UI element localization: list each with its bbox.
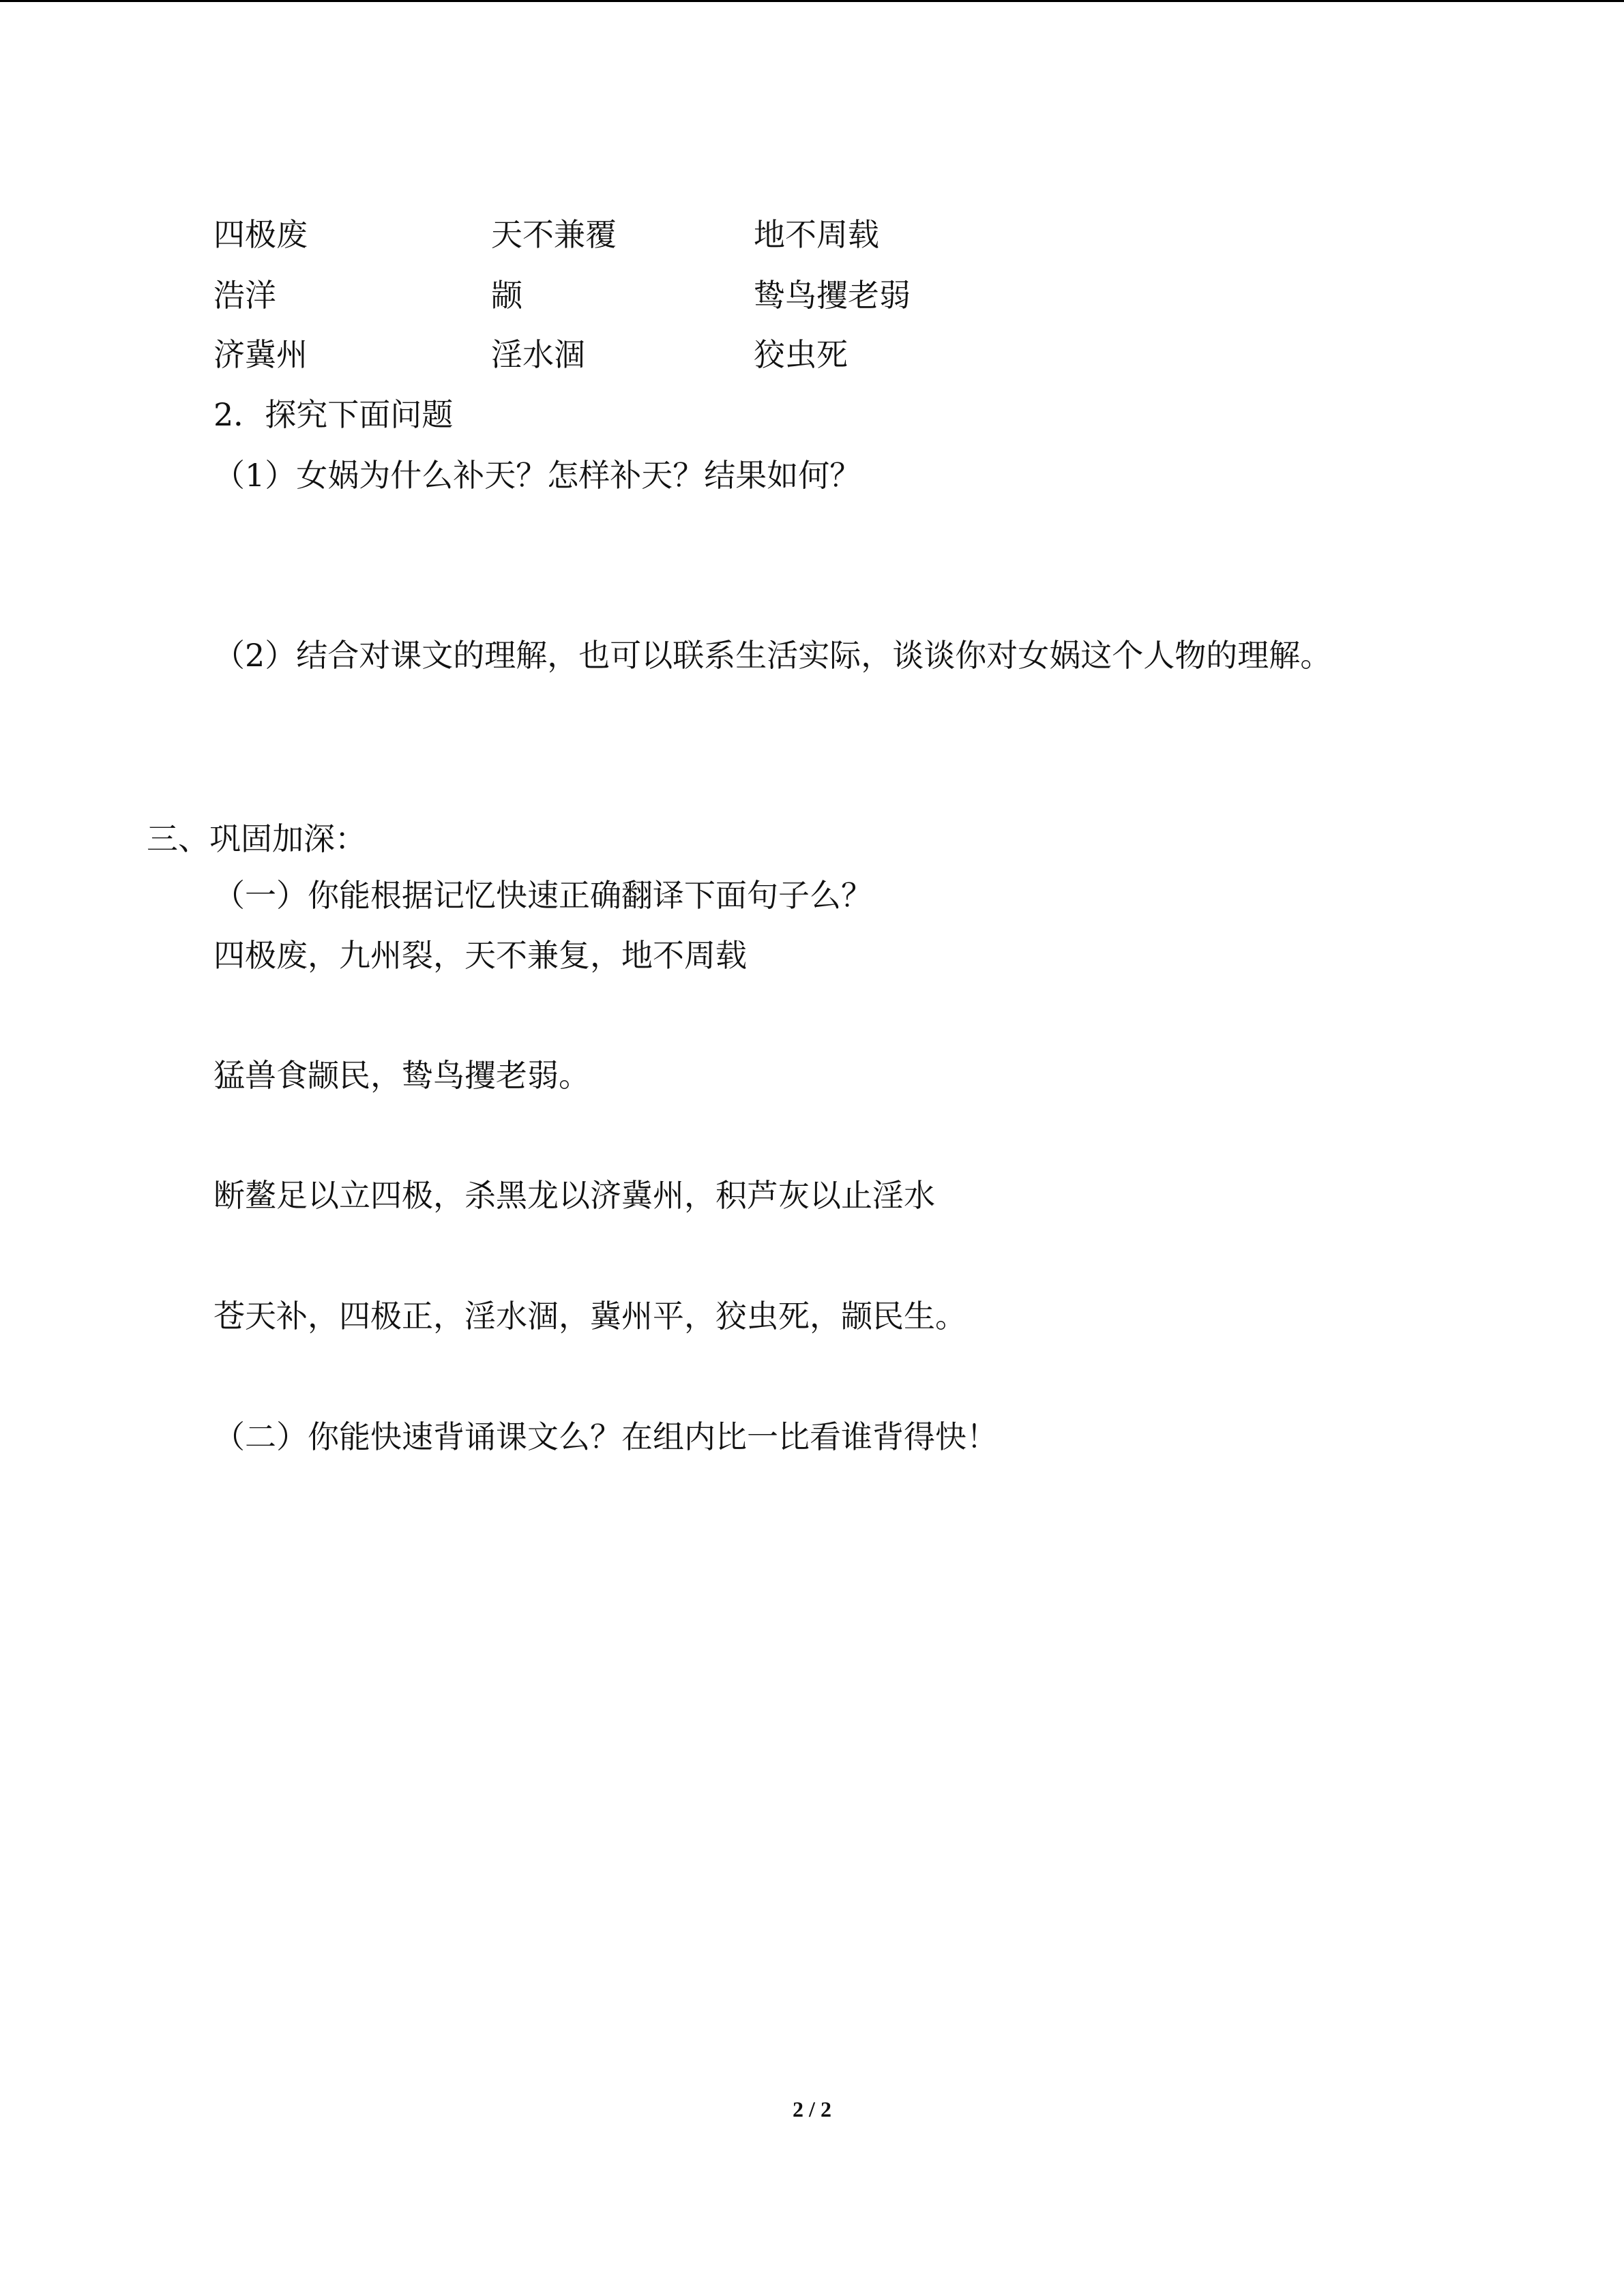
section2-heading: 2．探究下面问题 [213, 396, 454, 433]
translation-sentence: 猛兽食颛民，鸷鸟攫老弱。 [213, 1057, 590, 1094]
translation-sentence: 断鳌足以立四极，杀黑龙以济冀州，积芦灰以止淫水 [213, 1177, 935, 1214]
translation-sentence: 苍天补，四极正，淫水涸，冀州平，狡虫死，颛民生。 [213, 1298, 966, 1335]
vocab-cell: 鸷鸟攫老弱 [754, 277, 911, 314]
vocab-cell: 狡虫死 [754, 336, 848, 373]
question-2: （2）结合对课文的理解，也可以联系生活实际，谈谈你对女娲这个人物的理解。 [213, 637, 1332, 674]
vocab-cell: 四极废 [213, 216, 308, 253]
subsection-2: （二）你能快速背诵课文么？在组内比一比看谁背得快！ [213, 1418, 998, 1455]
vocab-cell: 淫水涸 [491, 336, 585, 373]
question-1: （1）女娲为什么补天？怎样补天？结果如何？ [213, 457, 861, 494]
vocab-cell: 浩洋 [213, 277, 276, 314]
vocab-cell: 颛 [491, 277, 522, 314]
vocab-cell: 济冀州 [213, 336, 308, 373]
page-top-border [0, 0, 1624, 2]
section3-heading: 三、巩固加深： [147, 820, 366, 857]
vocab-cell: 天不兼覆 [491, 216, 617, 253]
translation-sentence: 四极废，九州裂，天不兼复，地不周载 [213, 937, 747, 974]
subsection-1: （一）你能根据记忆快速正确翻译下面句子么？ [213, 877, 872, 914]
vocab-cell: 地不周载 [754, 216, 879, 253]
page-number: 2 / 2 [793, 2097, 831, 2121]
